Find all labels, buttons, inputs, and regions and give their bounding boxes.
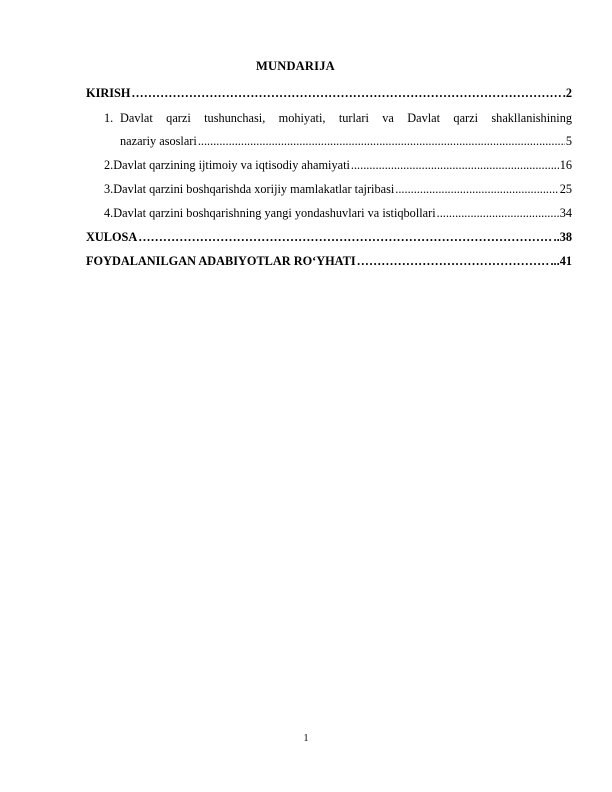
toc-item-number: 1.: [104, 111, 114, 125]
dot-leader: [138, 230, 552, 245]
toc-entry-1-line-1: [104, 111, 572, 126]
toc-item-number: 2.: [104, 158, 114, 172]
toc-page-number: 34: [559, 206, 572, 220]
toc-title: MUNDARIJA: [256, 59, 335, 73]
dot-leader: [437, 206, 559, 221]
toc-entry-text: XULOSA: [86, 230, 138, 244]
dot-leader: [395, 182, 558, 197]
toc-page-number: 5: [565, 134, 572, 148]
toc-page-number: ..38: [553, 230, 572, 244]
toc-entry-2: [104, 158, 572, 173]
toc-entry-xulosa: [86, 230, 572, 245]
toc-item-number: 4.: [104, 206, 114, 220]
toc-entry-text: Davlat qarzi tushunchasi, mohiyati, turlari va Davlat qarzi shakllanishining: [120, 111, 572, 125]
page-number-footer: 1: [303, 733, 309, 744]
toc-entry-adabiyotlar: [86, 254, 572, 269]
toc-page-number: .2: [562, 86, 572, 100]
toc-entry-text: Davlat qarzini boshqarishda xorijiy mamlakatlar tajribasi: [113, 182, 395, 196]
toc-entry-text: Davlat qarzining ijtimoiy va iqtisodiy ahamiyati: [113, 158, 350, 172]
dot-leader: [351, 158, 559, 173]
dot-leader: [357, 254, 550, 269]
toc-entry-text: Davlat qarzini boshqarishning yangi yondashuvlari va istiqbollari: [113, 206, 436, 220]
toc-entry-kirish: [86, 86, 572, 101]
dot-leader: [131, 86, 561, 101]
toc-item-number: 3.: [104, 182, 114, 196]
toc-entry-text: FOYDALANILGAN ADABIYOTLAR RO‘YHATI: [86, 254, 356, 268]
toc-entry-3: [104, 182, 572, 197]
toc-entry-text: KIRISH: [86, 86, 131, 100]
toc-entry-1-line-2: [120, 134, 572, 149]
toc-page-number: ...41: [550, 254, 572, 268]
toc-page-number: 16: [559, 158, 572, 172]
toc-page-number: 25: [559, 182, 572, 196]
toc-entry-4: [104, 206, 572, 221]
dot-leader: [198, 134, 565, 149]
toc-entry-text: nazariy asoslari: [120, 134, 197, 148]
